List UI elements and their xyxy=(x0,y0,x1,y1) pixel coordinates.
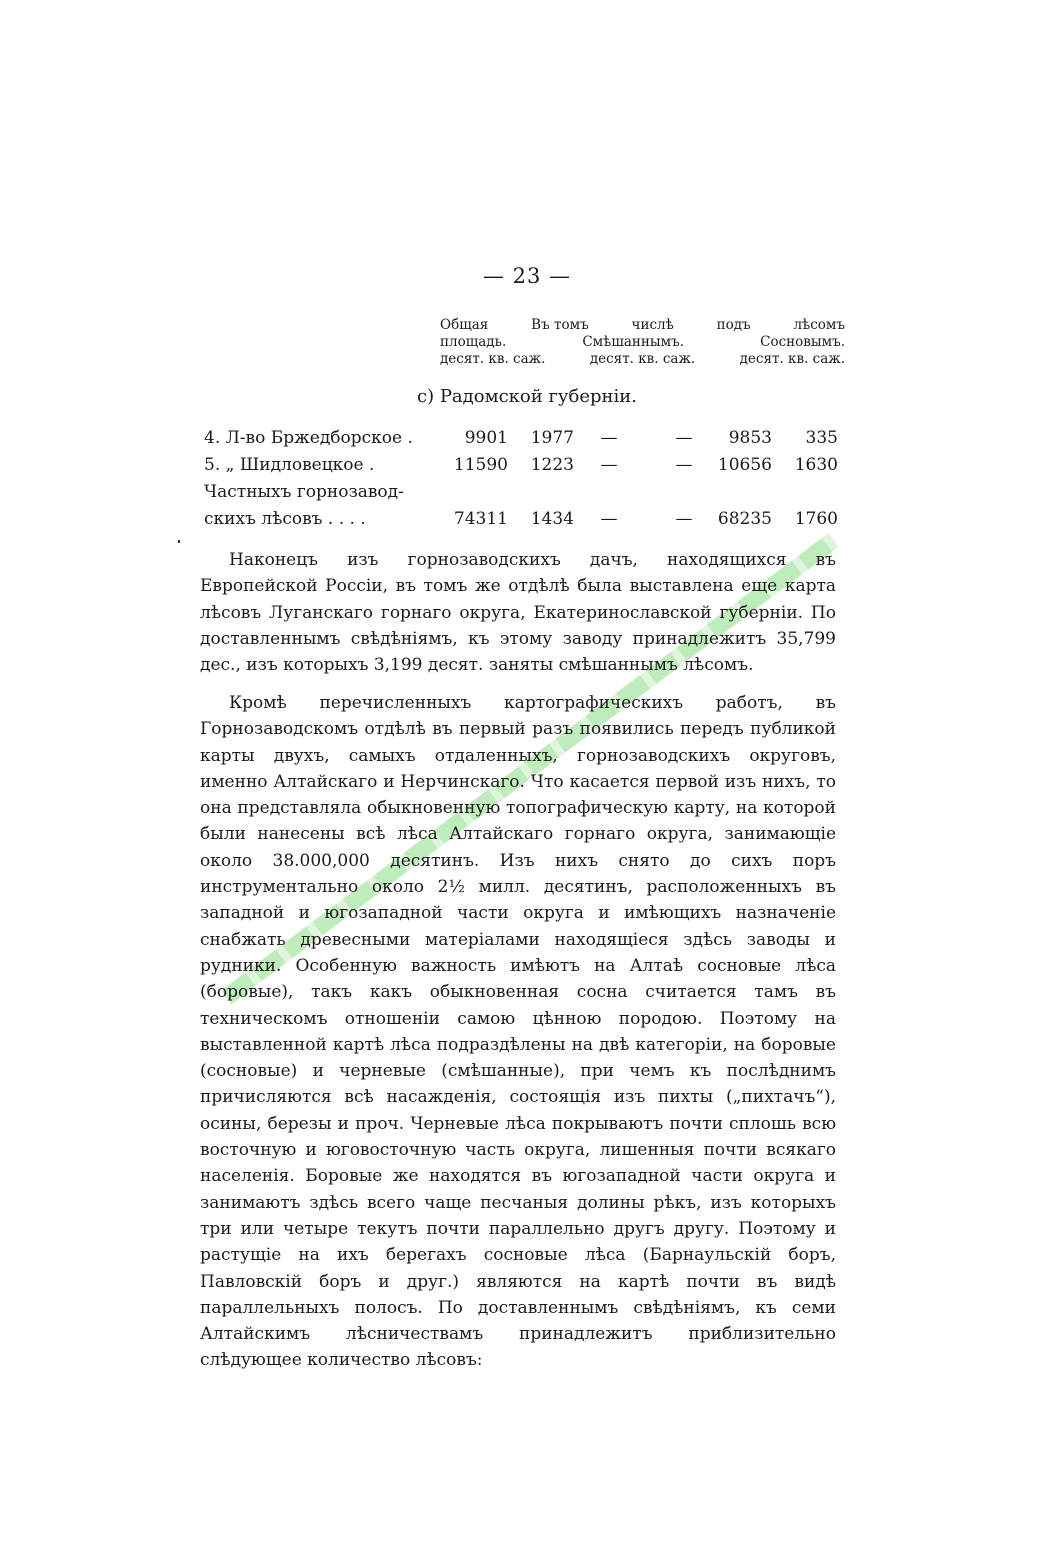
subsection-title: c) Радомской губерніи. xyxy=(417,386,637,407)
table-row xyxy=(204,428,840,455)
cell-area-desyatin: 74311 xyxy=(453,509,508,529)
page-number: — 23 — xyxy=(482,264,572,288)
column-header-row-3 xyxy=(440,351,845,368)
cell-pine-sazhen: 335 xyxy=(805,428,838,448)
cell-mixed-sazhen: — xyxy=(675,428,693,448)
cell-mixed-desyatin: — xyxy=(600,455,618,475)
column-header-label: Въ томъ xyxy=(531,317,589,333)
column-header-label: лѣсомъ xyxy=(793,317,845,333)
column-header-label: числѣ xyxy=(631,317,674,333)
column-header-label: площадь. xyxy=(440,334,507,350)
table-row xyxy=(204,482,840,509)
cell-pine-sazhen: 1760 xyxy=(794,509,838,529)
table-row xyxy=(204,455,840,482)
column-header-label: Общая xyxy=(440,317,489,333)
column-header-label: подъ xyxy=(716,317,751,333)
cell-pine-sazhen: 1630 xyxy=(794,455,838,475)
column-header-label: десят. кв. саж. xyxy=(589,351,696,367)
ink-speck xyxy=(178,540,180,543)
column-header-row-2 xyxy=(440,334,845,351)
cell-mixed-sazhen: — xyxy=(675,509,693,529)
cell-mixed-desyatin: — xyxy=(600,428,618,448)
cell-area-sazhen: 1223 xyxy=(530,455,574,475)
column-header-row-1 xyxy=(440,317,845,334)
row-label: 4. Л-во Бржедборское . xyxy=(204,428,413,448)
cell-area-desyatin: 9901 xyxy=(464,428,508,448)
body-paragraph: Кромѣ перечисленныхъ картографическихъ работъ, въ Горнозаводскомъ отдѣлѣ въ первый разъ появились передъ публикой карты двухъ, самыхъ отдаленныхъ, горнозаводскихъ округовъ, именно Алтайскаго и Нерчинскаго. Что касается первой изъ нихъ, то она представляла обыкновенную топографическую карту, на которой были нанесены всѣ лѣса Алтайскаго горнаго округа, занимающіе около 38.000,000 десятинъ. Изъ нихъ снято до сихъ поръ инструментально около 2½ милл. десятинъ, расположенныхъ въ западной и югозападной части округа и имѣющихъ назначеніе снабжать древесными матеріалами находящіеся здѣсь заводы и рудники. Особенную важность имѣютъ на Алтаѣ сосновые лѣса (боровые), такъ какъ обыкновенная сосна считается тамъ въ техническомъ отношеніи самою цѣнною породою. Поэтому на выставленной картѣ лѣса подраздѣлены на двѣ категоріи, на боровые (сосновые) и черневые (смѣшанные), при чемъ къ послѣднимъ причисляются всѣ насажденія, состоящія изъ пихты („пихтачъ“), осины, березы и проч. Черневые лѣса покрываютъ почти сплошь всю восточную и юговосточную часть округа, лишенныя почти всякаго населенія. Боровые же находятся въ югозападной части округа и занимаютъ здѣсь всего чаще песчаныя долины рѣкъ, изъ которыхъ три или четыре текутъ почти параллельно другъ другу. Поэтому и растущіе на ихъ берегахъ сосновые лѣса (Барнаульскій боръ, Павловскій боръ и друг.) являются на картѣ почти въ видѣ параллельныхъ полосъ. По доставленнымъ свѣдѣніямъ, къ семи Алтайскимъ лѣсничествамъ принадлежитъ приблизительно слѣдующее количество лѣсовъ: xyxy=(200,693,836,1371)
row-label: скихъ лѣсовъ . . . . xyxy=(204,509,366,529)
column-header-label: Смѣшаннымъ. xyxy=(582,334,685,350)
cell-area-desyatin: 11590 xyxy=(453,455,508,475)
row-label: 5. „ Шидловецкое . xyxy=(204,455,375,475)
cell-pine-desyatin: 68235 xyxy=(717,509,772,529)
cell-pine-desyatin: 9853 xyxy=(728,428,772,448)
cell-area-sazhen: 1977 xyxy=(530,428,574,448)
body-paragraph: Наконецъ изъ горнозаводскихъ дачъ, находящихся въ Европейской Россіи, въ томъ же отдѣлѣ была выставлена еще карта лѣсовъ Луганскаго горнаго округа, Екатеринославской губерніи. По доставленнымъ свѣдѣніямъ, къ этому заводу принадлежитъ 35,799 дес., изъ которыхъ 3,199 десят. заняты смѣшаннымъ лѣсомъ. xyxy=(200,550,836,676)
cell-mixed-desyatin: — xyxy=(600,509,618,529)
cell-area-sazhen: 1434 xyxy=(530,509,574,529)
column-header-label: десят. кв. саж. xyxy=(440,351,546,367)
column-headers xyxy=(440,317,845,368)
row-label: Частныхъ горнозавод- xyxy=(204,482,404,502)
cell-pine-desyatin: 10656 xyxy=(717,455,772,475)
cell-mixed-sazhen: — xyxy=(675,455,693,475)
column-header-label: десят. кв. саж. xyxy=(739,351,845,367)
column-header-label: Сосновымъ. xyxy=(760,334,845,350)
table-row xyxy=(204,509,840,536)
forest-area-table xyxy=(204,428,840,536)
